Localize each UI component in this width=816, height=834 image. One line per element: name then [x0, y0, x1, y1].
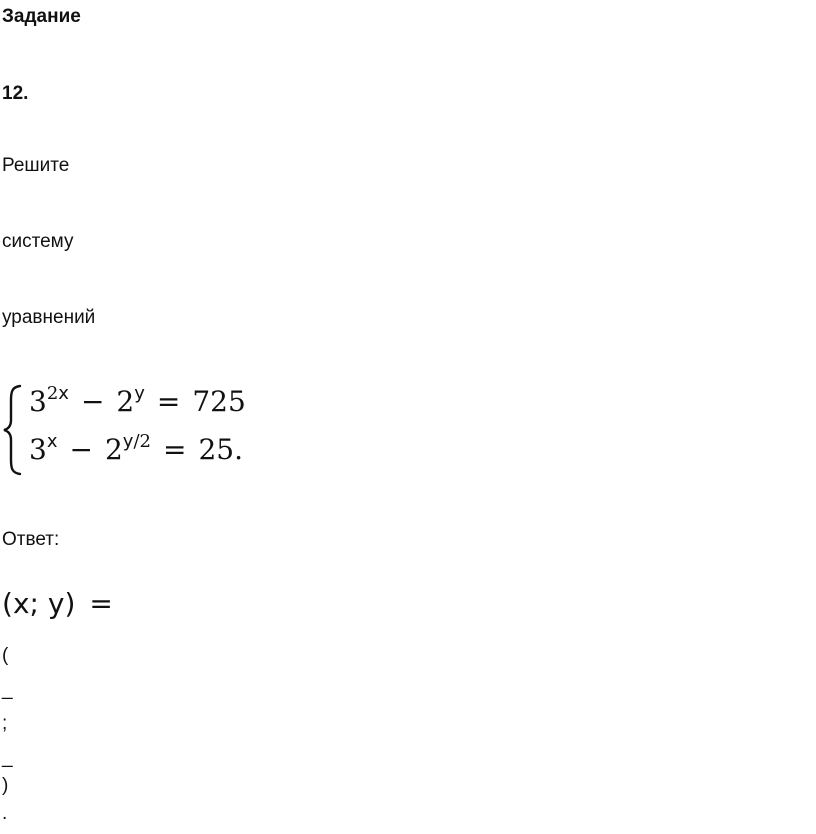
equation-2: $3^x - 2^{y/2} = 25$.: [29, 431, 243, 466]
answer-open-paren: (: [2, 645, 9, 666]
answer-label: Ответ:: [2, 529, 60, 550]
task-heading: Задание: [2, 6, 81, 27]
equation-1: $3^{2x} - 2^y = 725$: [29, 383, 246, 418]
curly-brace-icon: [2, 384, 24, 476]
answer-period: .: [2, 803, 8, 824]
task-number: 12.: [2, 83, 29, 104]
answer-blank-x[interactable]: _: [2, 679, 13, 700]
prompt-line-2: систему: [2, 231, 74, 252]
prompt-line-3: уравнений: [2, 307, 96, 328]
answer-blank-y[interactable]: _: [2, 747, 13, 768]
answer-close-paren: ): [2, 775, 9, 796]
equation-system: [2, 372, 302, 484]
prompt-line-1: Решите: [2, 155, 70, 176]
answer-separator: ;: [2, 713, 8, 734]
answer-expression: (x; y) =: [2, 587, 113, 620]
